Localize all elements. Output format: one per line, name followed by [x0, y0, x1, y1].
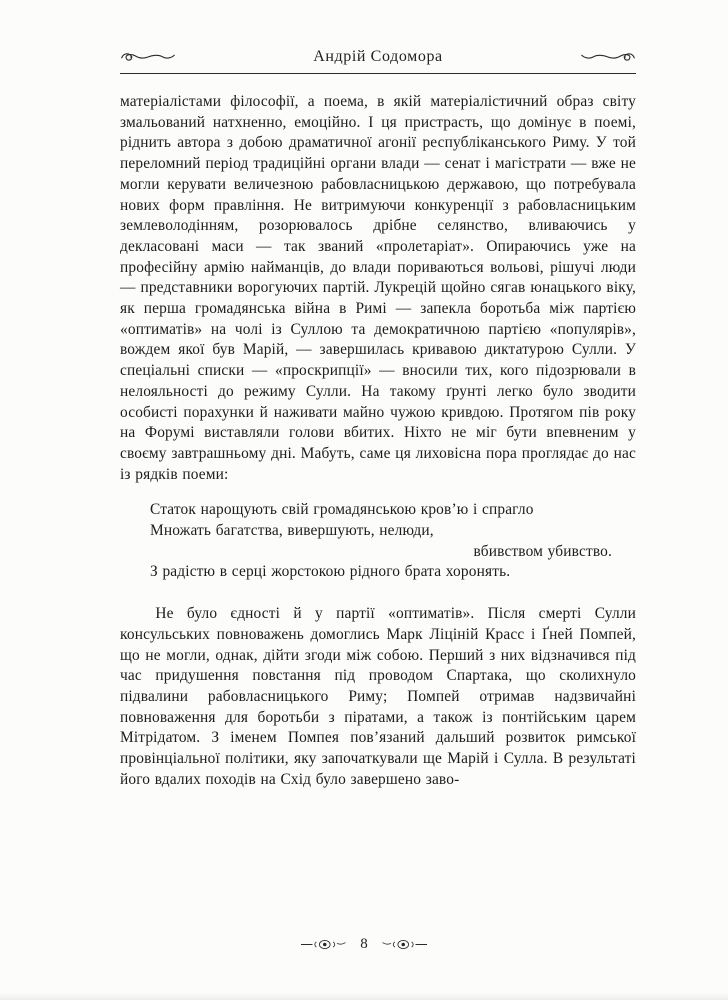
- footer-ornament-left-icon: [301, 939, 347, 950]
- header-rule: [120, 73, 636, 74]
- running-head-author: Андрій Содомора: [313, 48, 443, 65]
- body-paragraph-1: матеріалістами філософії, а поема, в якій матеріалістичний образ світу змальований натхненно, емоційно. І ця пристрасть, що домінує в поемі, ріднить автора з добою драматичної агонії республіканського Риму. У той переломний період традиційні органи влади — сенат і магістрати — вже не могли керувати величезною рабовласницькою державою, що потребувала нових форм правління. Не витримуючи конкуренції з рабовласницьким землеволодінням, розорювалось дрібне селянство, вливаючись у декласовані маси — так званий «пролетаріат». Опираючись уже на професійну армію найманців, до влади пориваються вольові, рішучі люди — представники ворогуючих партій. Лукрецій щойно сягав юнацького віку, як перша громадянська війна в Римі — запекла боротьба між партією «оптиматів» на чолі із Суллою та демократичною партією «популярів», вождем якої був Марій, — завершилась кривавою диктатурою Сулли. У спеціальні списки — «проскрипції» — вносили тих, кого підозрювали в нелояльності до режиму Сулли. На такому ґрунті легко було зводити особисті порахунки й наживати майно чужою кривдою. Протягом пів року на Форумі виставляли голови вбитих. Ніхто не міг бути впевненим у своєму завтрашньому дні. Мабуть, саме ця лиховісна пора проглядає до нас із рядків поеми:: [120, 93, 636, 483]
- header-ornament-left-icon: [120, 50, 176, 64]
- body-paragraph-2: Не було єдності й у партії «оптиматів». Після смерті Сулли консульських повноважень домоглись Марк Ліціній Красс і Ґней Помпей, що не могли, однак, дійти згоди між собою. Перший з них відзначився під час придушення повстання під проводом Спартака, що сколихнуло підвалини рабовласницького Риму; Помпей отримав надзвичайні повноваження для боротьби з піратами, а також із понтійським царем Мітрідатом. З іменем Помпея пов’язаний дальший розвиток римської провінціальної політики, яку започаткували ще Марій і Сулла. В результаті його вдалих походів на Схід було завершено заво-: [120, 605, 636, 788]
- page-header: [120, 46, 636, 68]
- verse-line: Множать багатства, вивершують, нелюди,: [150, 522, 434, 540]
- page-bottom-edge: [0, 992, 728, 1000]
- page-number: 8: [360, 936, 368, 952]
- page-footer: [0, 936, 728, 953]
- verse-line: З радістю в серці жорстокою рідного брата хоронять.: [150, 563, 511, 581]
- verse-block: [150, 500, 612, 583]
- verse-line-wrapped: вбивством убивство.: [473, 542, 612, 560]
- footer-ornament-right-icon: [381, 939, 427, 950]
- header-ornament-right-icon: [580, 50, 636, 64]
- verse-line: Статок нарощують свій громадянською кров’ю і спрагло: [150, 501, 534, 519]
- page-body: [120, 92, 636, 791]
